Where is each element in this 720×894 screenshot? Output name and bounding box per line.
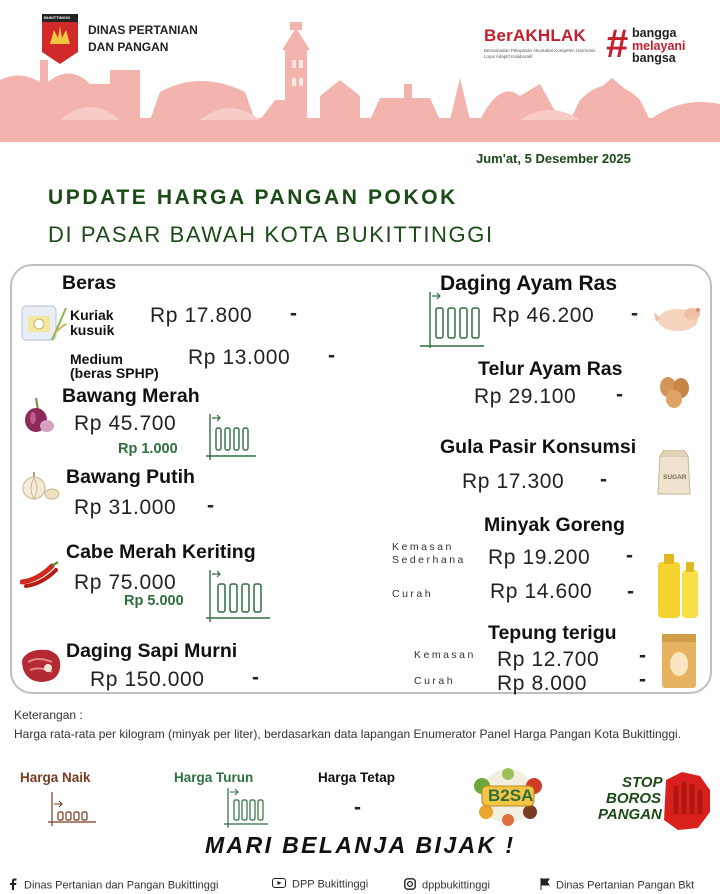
chicken-icon [654, 300, 704, 339]
sugar-bag-label: SUGAR [663, 474, 687, 481]
rice-icon [18, 302, 68, 351]
minyak-title: Minyak Goreng [484, 514, 625, 536]
tepung-curah-price: Rp 8.000 [497, 672, 588, 695]
telur-status-flat: - [616, 383, 623, 406]
beras-medium-status-flat: - [328, 344, 335, 367]
bawang-putih-title: Bawang Putih [66, 466, 195, 488]
price-up-chart-icon [48, 790, 96, 833]
flag-icon [540, 878, 550, 893]
b2sa-badge [468, 766, 548, 831]
footer-youtube-text: DPP Bukittinggi [292, 878, 369, 891]
beras-kuriak-status-flat: - [290, 302, 297, 325]
gula-status-flat: - [600, 468, 607, 491]
telur-price: Rp 29.100 [474, 385, 577, 408]
berakhlak-subtitle: Bersamadan Pelayanan Akuntabel Kompeten Harmonis Loyal Adaptif Kolaboratif [484, 48, 596, 59]
price-down-chart-icon [224, 786, 268, 835]
tepung-kemasan-price: Rp 12.700 [497, 648, 600, 671]
price-chart-icon [206, 566, 270, 629]
tepung-title: Tepung terigu [488, 622, 617, 644]
slogan: MARI BELANJA BIJAK ! [205, 832, 516, 858]
stop-label-1: STOP [622, 774, 663, 791]
cabe-change: Rp 5.000 [124, 593, 184, 609]
page-title: UPDATE HARGA PANGAN POKOK [48, 186, 458, 209]
bangga-melayani-logo: # bangga melayani bangsa [606, 22, 686, 66]
gula-title: Gula Pasir Konsumsi [440, 436, 637, 458]
daging-sapi-title: Daging Sapi Murni [66, 640, 238, 662]
ayam-status-flat: - [631, 302, 638, 325]
legend-tetap-label: Harga Tetap [318, 770, 396, 785]
minyak-kemasan-status-flat: - [626, 544, 633, 567]
tepung-curah-status-flat: - [639, 668, 646, 691]
report-date: Jum'at, 5 Desember 2025 [476, 151, 631, 166]
tepung-kemasan-label: Kemasan [414, 649, 476, 661]
header-banner [0, 0, 720, 142]
bawang-putih-price: Rp 31.000 [74, 496, 177, 519]
price-chart-icon [420, 288, 484, 355]
cooking-oil-icon [654, 550, 700, 625]
eggs-icon [656, 374, 692, 415]
minyak-kemasan-label-1: Kemasan [392, 541, 454, 553]
footer-facebook[interactable] [8, 878, 218, 893]
note-title: Keterangan : [14, 708, 83, 722]
cabe-title: Cabe Merah Keriting [66, 541, 256, 563]
agency-line-2: DAN PANGAN [88, 40, 169, 54]
telur-title: Telur Ayam Ras [478, 358, 623, 380]
stop-label-3: PANGAN [598, 806, 662, 823]
berakhlak-logo [484, 26, 602, 60]
beef-icon [18, 646, 64, 691]
beras-kuriak-label-2: kusuik [70, 322, 115, 338]
daging-sapi-status-flat: - [252, 666, 259, 689]
minyak-kemasan-price: Rp 19.200 [488, 546, 591, 569]
beras-medium-label-1: Medium [70, 351, 123, 367]
garlic-icon [20, 468, 62, 509]
bawang-putih-status-flat: - [207, 494, 214, 517]
youtube-icon [272, 878, 286, 891]
red-onion-icon [22, 396, 56, 441]
cabe-price: Rp 75.000 [74, 571, 177, 594]
minyak-curah-price: Rp 14.600 [490, 580, 593, 603]
page-subtitle: DI PASAR BAWAH KOTA BUKITTINGGI [48, 222, 494, 247]
beras-kuriak-label-1: Kuriak [70, 307, 114, 323]
price-chart-icon [206, 410, 256, 467]
minyak-kemasan-label-2: Sederhana [392, 554, 466, 566]
stop-boros-pangan-badge [592, 772, 712, 837]
footer-tiktok-text: Dinas Pertanian Pangan Bkt [556, 879, 695, 892]
footer-youtube[interactable] [272, 878, 368, 891]
minyak-curah-label: Curah [392, 588, 434, 600]
facebook-icon [8, 878, 18, 893]
bawang-merah-change: Rp 1.000 [118, 441, 178, 457]
bawang-merah-price: Rp 45.700 [74, 412, 177, 435]
chili-icon [20, 560, 60, 595]
tepung-kemasan-status-flat: - [639, 644, 646, 667]
bawang-merah-title: Bawang Merah [62, 385, 200, 407]
agency-line-1: DINAS PERTANIAN [88, 23, 198, 37]
legend-naik-label: Harga Naik [20, 770, 91, 785]
footer-instagram-text: dppbukittinggi [422, 879, 490, 892]
beras-title: Beras [62, 272, 117, 294]
footer-instagram[interactable] [404, 878, 490, 893]
bangga-line-2: melayani [632, 38, 686, 53]
stop-label-2: BOROS [606, 790, 662, 807]
bangga-line-3: bangsa [632, 51, 676, 65]
logo-text: BUKITTINGGI [44, 15, 70, 20]
beras-medium-price: Rp 13.000 [188, 346, 291, 369]
minyak-curah-status-flat: - [627, 580, 634, 603]
info-note [14, 706, 694, 744]
daging-sapi-price: Rp 150.000 [90, 668, 205, 691]
agency-name [88, 22, 198, 56]
beras-medium-label-2: (beras SPHP) [70, 365, 159, 381]
tepung-curah-label: Curah [414, 675, 456, 687]
sugar-bag-icon [656, 450, 692, 501]
ayam-title: Daging Ayam Ras [440, 272, 617, 295]
flour-bag-icon [660, 634, 700, 695]
note-text: Harga rata-rata per kilogram (minyak per liter), berdasarkan data lapangan Enumerator Panel Harga Pangan Kota Bukittinggi. [14, 727, 682, 741]
footer-social [0, 872, 720, 894]
instagram-icon [404, 878, 416, 893]
footer-facebook-text: Dinas Pertanian dan Pangan Bukittinggi [24, 879, 219, 892]
beras-kuriak-price: Rp 17.800 [150, 304, 253, 327]
bangga-line-1: bangga [632, 26, 677, 40]
footer-tiktok[interactable] [540, 878, 694, 893]
ayam-price: Rp 46.200 [492, 304, 595, 327]
city-logo [40, 14, 80, 66]
legend-turun-label: Harga Turun [174, 770, 254, 785]
legend-tetap-symbol: - [354, 796, 361, 819]
b2sa-label: B2SA [488, 786, 534, 805]
gula-price: Rp 17.300 [462, 470, 565, 493]
berakhlak-title: BerAKHLAK [484, 26, 586, 45]
